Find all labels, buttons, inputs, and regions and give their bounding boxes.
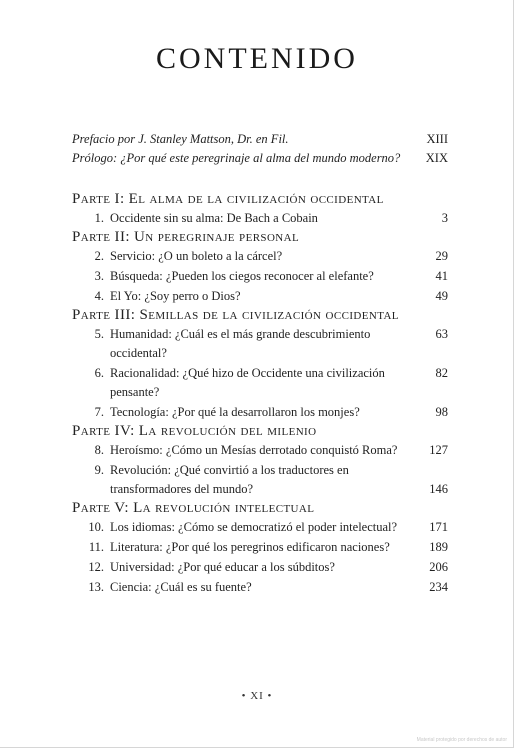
toc-chapter-entry (72, 578, 448, 597)
chapter-page: 189 (429, 540, 448, 554)
chapter-page: 146 (429, 482, 448, 496)
toc-chapter-entry (72, 518, 448, 537)
chapter-number: 8. (94, 443, 104, 457)
toc-part (72, 228, 448, 306)
toc-chapter-entry (72, 209, 448, 228)
chapter-number: 1. (94, 211, 104, 225)
toc-entry-page: XIX (425, 151, 448, 165)
toc-entry-text: Prólogo: ¿Por qué este peregrinaje al alma del mundo moderno? (72, 151, 401, 165)
copyright-watermark: Material protegido por derechos de autor (416, 737, 507, 743)
toc-chapter-entry (72, 247, 448, 266)
chapter-title: Revolución: ¿Qué convirtió a los traductores en transformadores del mundo? (110, 463, 349, 496)
chapter-title: Heroísmo: ¿Cómo un Mesías derrotado conquistó Roma? (110, 443, 398, 457)
chapter-number: 7. (94, 405, 104, 419)
chapter-page: 49 (435, 289, 448, 303)
page-folio: • XI • (241, 690, 273, 702)
chapter-number: 4. (94, 289, 104, 303)
chapter-page: 82 (435, 366, 448, 380)
chapter-title: El Yo: ¿Soy perro o Dios? (110, 289, 241, 303)
front-matter (72, 130, 448, 168)
toc-chapter-entry (72, 558, 448, 577)
toc-chapter-entry (72, 403, 448, 422)
toc-part (72, 306, 448, 422)
toc-chapter-entry (72, 461, 448, 499)
chapter-page: 63 (435, 327, 448, 341)
toc-chapter-entry (72, 441, 448, 460)
chapter-title: Búsqueda: ¿Pueden los ciegos reconocer al elefante? (110, 269, 374, 283)
chapter-page: 98 (435, 405, 448, 419)
toc-entry-text: Prefacio por J. Stanley Mattson, Dr. en Fil. (72, 132, 289, 146)
part-heading: Parte IV: La revolución del milenio (72, 423, 317, 439)
chapter-page: 206 (429, 560, 448, 574)
chapter-number: 5. (94, 327, 104, 341)
toc-chapter-entry (72, 287, 448, 306)
chapter-page: 41 (435, 269, 448, 283)
toc-chapter-entry (72, 325, 448, 363)
chapter-number: 6. (94, 366, 104, 380)
chapter-title: Servicio: ¿O un boleto a la cárcel? (110, 249, 283, 263)
chapter-title: Humanidad: ¿Cuál es el más grande descubrimiento occidental? (110, 327, 371, 360)
chapter-title: Literatura: ¿Por qué los peregrinos edificaron naciones? (110, 540, 390, 554)
chapter-title: Racionalidad: ¿Qué hizo de Occidente una civilización pensante? (110, 366, 385, 399)
chapter-title: Ciencia: ¿Cuál es su fuente? (110, 580, 252, 594)
toc-part (72, 190, 448, 228)
toc-front-entry (72, 149, 448, 168)
toc-front-entry (72, 130, 448, 149)
part-heading: Parte II: Un peregrinaje personal (72, 229, 300, 245)
chapter-number: 11. (88, 540, 104, 554)
chapter-number: 12. (88, 560, 104, 574)
part-heading: Parte I: El alma de la civilización occidental (72, 191, 384, 207)
chapter-title: Los idiomas: ¿Cómo se democratizó el poder intelectual? (110, 520, 398, 534)
chapter-page: 171 (429, 520, 448, 534)
chapter-title: Occidente sin su alma: De Bach a Cobain (110, 211, 318, 225)
chapter-page: 127 (429, 443, 448, 457)
table-of-contents (72, 130, 448, 597)
page-title: CONTENIDO (156, 42, 358, 75)
chapter-page: 3 (441, 211, 448, 225)
chapter-title: Universidad: ¿Por qué educar a los súbditos? (110, 560, 335, 574)
toc-chapter-entry (72, 364, 448, 402)
chapter-number: 13. (88, 580, 104, 594)
toc-part (72, 499, 448, 597)
chapter-page: 29 (435, 249, 448, 263)
chapter-number: 9. (94, 463, 104, 477)
toc-entry-page: XIII (426, 132, 448, 146)
part-heading: Parte V: La revolución intelectual (72, 500, 315, 516)
chapter-number: 2. (94, 249, 104, 263)
chapter-title: Tecnología: ¿Por qué la desarrollaron los monjes? (110, 405, 360, 419)
toc-chapter-entry (72, 538, 448, 557)
chapter-page: 234 (429, 580, 448, 594)
chapter-number: 10. (88, 520, 104, 534)
chapter-number: 3. (94, 269, 104, 283)
part-heading: Parte III: Semillas de la civilización occidental (72, 307, 399, 323)
toc-part (72, 422, 448, 499)
toc-chapter-entry (72, 267, 448, 286)
